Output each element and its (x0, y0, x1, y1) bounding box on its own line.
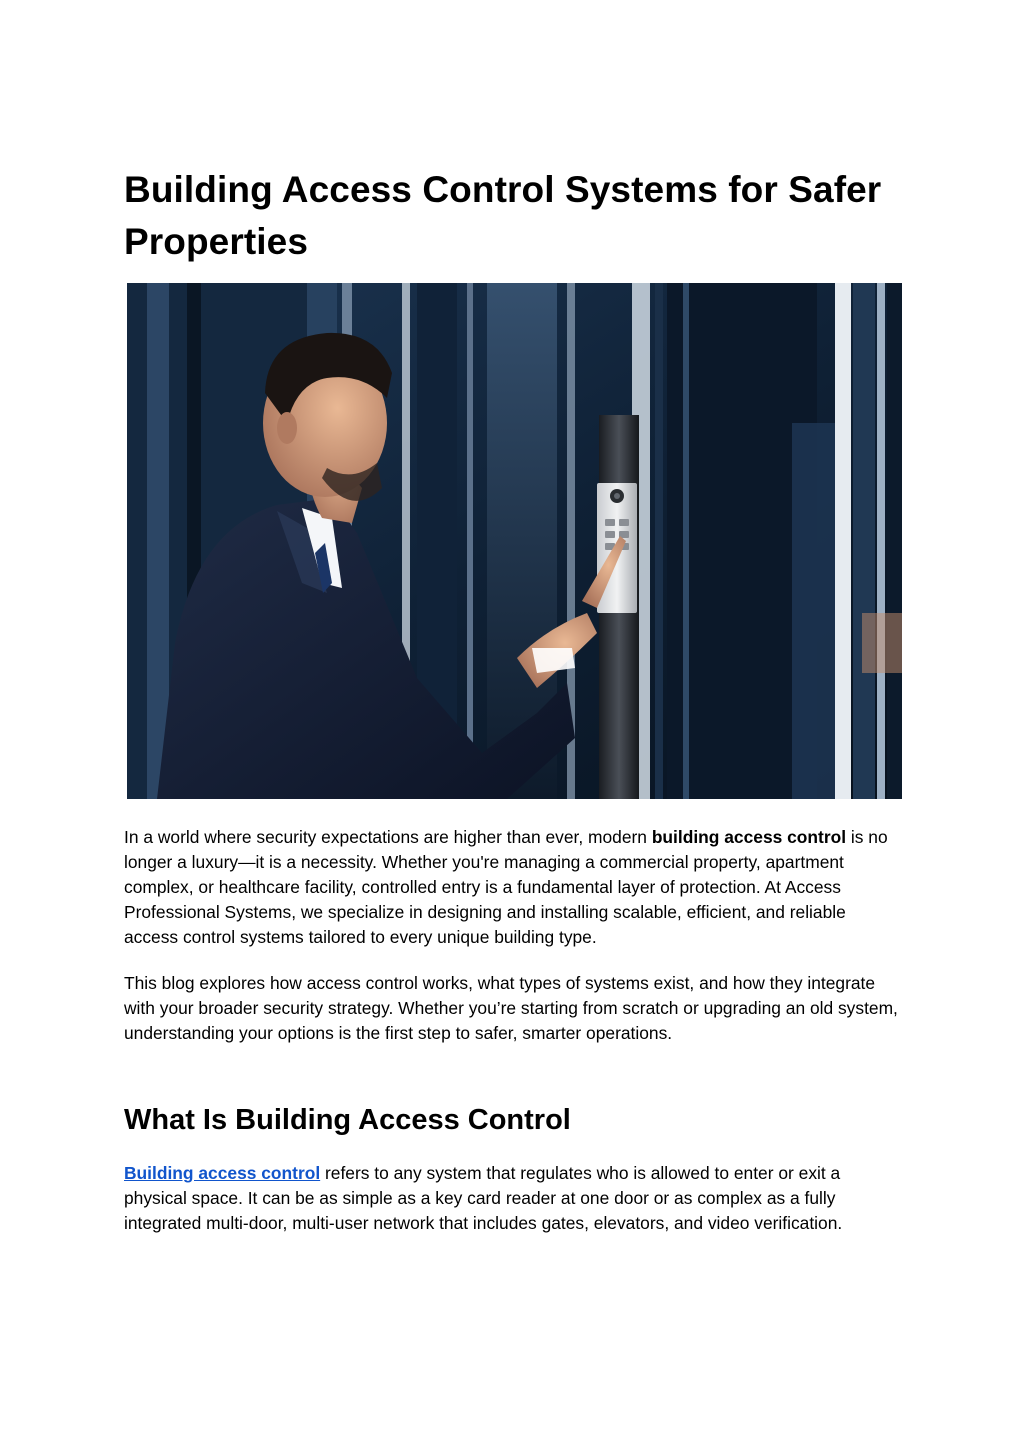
intro-paragraph-2: This blog explores how access control works, what types of systems exist, and how they integrate with your broader security strategy. Whether you’re starting from scratch or upgrading an old system, understanding your options is the first step to safer, smarter operations. (124, 973, 898, 1043)
intro-paragraph-1 (124, 825, 904, 950)
section-text: refers to any system that regulates who is allowed to enter or exit a physical space. It can be as simple as a key card reader at one door or as complex as a fully integrated multi-door, multi-user network that includes gates, elevators, and video verification. (124, 1163, 843, 1233)
page-title: Building Access Control Systems for Safer Properties (124, 169, 882, 262)
intro-text-start: In a world where security expectations are higher than ever, modern (124, 827, 652, 847)
building-access-control-link[interactable]: Building access control (124, 1163, 321, 1183)
hero-illustration (127, 283, 902, 799)
section-heading: What Is Building Access Control (124, 1104, 571, 1136)
section-paragraph (124, 1161, 904, 1236)
hero-image (127, 283, 902, 799)
intro-text-end: is no longer a luxury—it is a necessity. Whether you're managing a commercial property, apartment complex, or healthcare facility, controlled entry is a fundamental layer of protection. At Access Professional Systems, we specialize in designing and installing scalable, efficient, and reliable access control systems tailored to every unique building type. (124, 827, 888, 947)
keyword-bold: building access control (651, 827, 847, 847)
